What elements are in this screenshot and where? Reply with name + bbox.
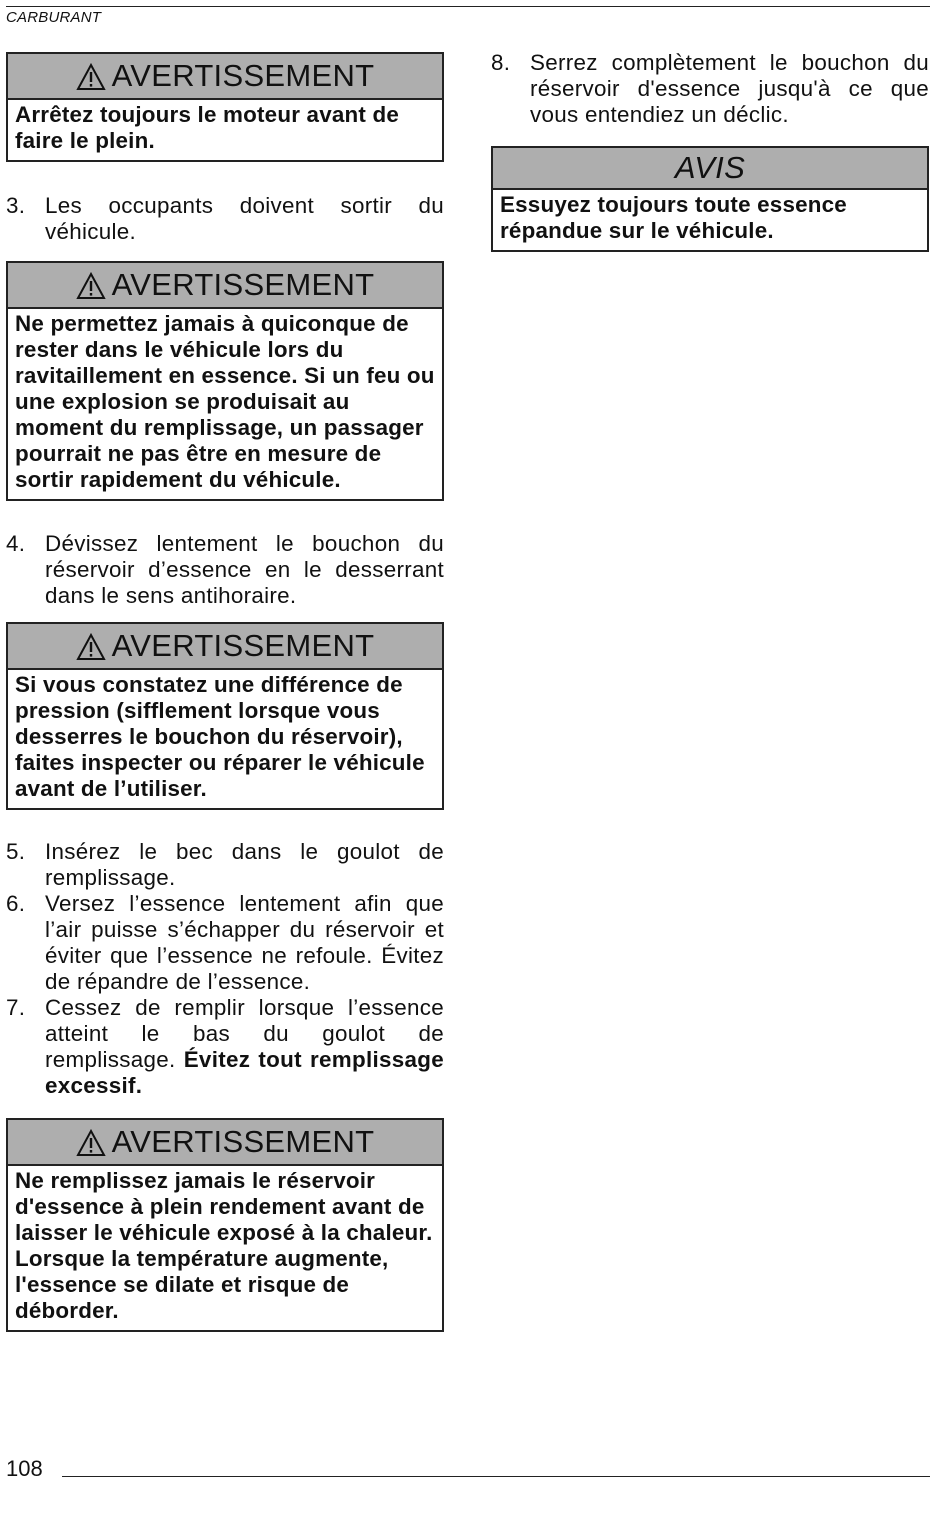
step-text [45,995,444,1099]
warning-title: AVERTISSEMENT [111,267,375,302]
warning-header [8,624,442,670]
page-number: 108 [6,1456,43,1481]
warning-triangle-icon [76,272,106,300]
warning-box-engine-off [6,52,444,162]
warning-box-occupants [6,261,444,501]
warning-triangle-icon [76,633,106,661]
step-3 [6,193,444,245]
notice-header: AVIS [493,148,927,190]
warning-text: Arrêtez toujours le moteur avant de faire le plein. [15,102,399,153]
footer-rule [62,1476,930,1477]
warning-title: AVERTISSEMENT [111,628,375,663]
step-5 [6,839,444,891]
warning-header [8,263,442,309]
step-6 [6,891,444,995]
notice-box [491,146,929,252]
step-7 [6,995,444,1099]
step-number: 5. [6,839,26,864]
step-8 [491,50,929,128]
warning-text: Si vous constatez une différence de pression (sifflement lorsque vous desserres le bouchon du réservoir), faites inspecter ou réparer le véhicule avant de l’utiliser. [15,672,425,801]
warning-title: AVERTISSEMENT [111,1124,375,1159]
notice-text: Essuyez toujours toute essence répandue sur le véhicule. [500,192,847,243]
step-text-regular: Cessez de remplir lorsque l’essence atteint le bas du goulot de remplissage. [45,995,444,1072]
step-number: 4. [6,531,26,556]
right-column [491,50,929,252]
section-header: CARBURANT [6,9,102,26]
warning-header [8,54,442,100]
step-text-emphasis: Évitez tout remplissage excessif. [45,1047,444,1098]
warning-box-pressure [6,622,444,810]
step-text: Dévissez lentement le bouchon du réservoir d’essence en le desserrant dans le sens antihoraire. [45,531,444,608]
step-number: 3. [6,193,26,218]
warning-triangle-icon [76,1129,106,1157]
step-number: 8. [491,50,511,75]
warning-text: Ne permettez jamais à quiconque de rester dans le véhicule lors du ravitaillement en essence. Si un feu ou une explosion se produisait au moment du remplissage, un passager pourrait ne pas être en mesure de sortir rapidement du véhicule. [15,311,435,492]
step-text: Les occupants doivent sortir du véhicule. [45,193,444,244]
warning-box-heat [6,1118,444,1332]
left-column [6,52,444,1332]
step-text: Insérez le bec dans le goulot de remplissage. [45,839,444,890]
step-text: Versez l’essence lentement afin que l’air puisse s’échapper du réservoir et éviter que l’essence ne refoule. Évitez de répandre de l’essence. [45,891,444,994]
step-number: 6. [6,891,26,916]
step-4 [6,531,444,609]
warning-triangle-icon [76,63,106,91]
header-rule [6,6,930,7]
warning-text: Ne remplissez jamais le réservoir d'essence à plein rendement avant de laisser le véhicule exposé à la chaleur. Lorsque la température augmente, l'essence se dilate et risque de déborder. [15,1168,433,1323]
warning-header [8,1120,442,1166]
step-number: 7. [6,995,26,1020]
step-text: Serrez complètement le bouchon du réservoir d'essence jusqu'à ce que vous entendiez un déclic. [530,50,929,127]
warning-title: AVERTISSEMENT [111,58,375,93]
